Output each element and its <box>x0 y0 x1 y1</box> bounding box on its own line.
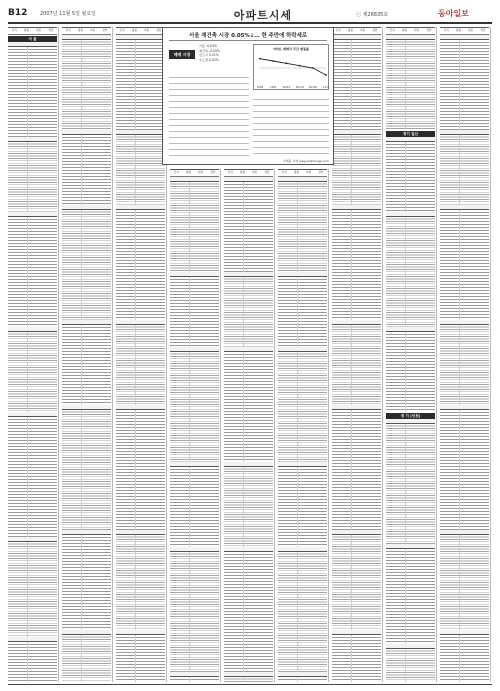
column-header-cell: 상한 <box>210 171 216 174</box>
listing-column <box>386 27 437 682</box>
column-header-cell: 단지 <box>281 171 287 174</box>
listing-column <box>278 169 329 682</box>
listing-column <box>440 27 491 682</box>
price-rows <box>116 325 165 405</box>
price-rows <box>386 332 435 412</box>
column-header <box>62 27 111 35</box>
price-rows <box>62 40 111 130</box>
price-rows <box>224 352 273 462</box>
price-rows <box>440 40 489 130</box>
price-change-chart <box>253 44 329 90</box>
column-header-cell: 하한 <box>198 171 204 174</box>
region-band: 경기 일산 <box>386 131 435 137</box>
column-header-cell: 하한 <box>90 29 96 32</box>
column-header-cell: 상한 <box>426 29 432 32</box>
rate-summary-item: 신도시 0.01% <box>199 53 219 58</box>
listing-column <box>170 169 221 682</box>
column-header-cell: 상한 <box>318 171 324 174</box>
price-rows <box>8 332 57 412</box>
column-header-cell: 단지 <box>11 29 17 32</box>
price-rows <box>386 424 435 544</box>
region-band: 경 기 (인천) <box>386 413 435 419</box>
column-header-cell: 평형 <box>131 29 137 32</box>
region-band: 서 울 <box>8 36 57 42</box>
article-byline: 이재윤 기자 jaeyun@donga.com <box>282 159 329 163</box>
price-rows <box>386 549 435 644</box>
headline-rule <box>169 40 327 41</box>
column-header <box>440 27 489 35</box>
price-rows <box>116 210 165 320</box>
column-header <box>116 27 165 35</box>
article-body-text <box>169 72 249 156</box>
price-rows <box>224 182 273 272</box>
column-header-cell: 평형 <box>401 29 407 32</box>
price-rows <box>116 535 165 630</box>
price-rows <box>170 182 219 272</box>
price-rows <box>62 635 111 682</box>
column-header <box>278 169 327 177</box>
column-header <box>224 169 273 177</box>
column-header-cell: 단지 <box>119 29 125 32</box>
section-title: 아파트시세 <box>233 9 293 22</box>
chart-point <box>312 67 314 69</box>
price-rows <box>278 182 327 272</box>
price-rows <box>170 552 219 672</box>
chart-point <box>272 60 274 62</box>
price-rows <box>332 535 381 630</box>
listing-column <box>224 169 275 682</box>
column-header-cell: 상한 <box>480 29 486 32</box>
listing-column <box>62 27 113 682</box>
price-rows <box>224 552 273 672</box>
article-headline: 서울 재건축 시장 0.05%↓… 한 주만에 하락세로 <box>189 33 307 39</box>
column-header-cell: 평형 <box>185 171 191 174</box>
column-header-cell: 평형 <box>77 29 83 32</box>
column-header-cell: 평형 <box>239 171 245 174</box>
price-rows <box>170 677 219 682</box>
price-rows <box>116 135 165 205</box>
column-header <box>332 27 381 35</box>
price-rows <box>440 635 489 682</box>
chart-title: 아파트 매매가 주간 변동률 <box>272 47 310 51</box>
listing-column <box>8 27 59 682</box>
article-body-text <box>253 94 329 158</box>
price-rows <box>278 552 327 672</box>
column-header-cell: 단지 <box>389 29 395 32</box>
issue-number: ⓒ 제26835호 <box>356 12 389 18</box>
rate-summary-item: 서울 -0.03% <box>199 44 217 48</box>
column-header-cell: 하한 <box>360 29 366 32</box>
column-header-cell: 단지 <box>227 171 233 174</box>
price-rows <box>8 217 57 327</box>
price-rows <box>386 649 435 682</box>
column-header-cell: 하한 <box>36 29 42 32</box>
price-rows <box>62 410 111 530</box>
column-header-cell: 평형 <box>455 29 461 32</box>
chart-tick-label: 10/19 <box>295 85 304 89</box>
price-rows <box>8 542 57 637</box>
price-rows <box>224 277 273 347</box>
price-rows <box>386 40 435 130</box>
column-header <box>386 27 435 35</box>
price-rows <box>116 635 165 682</box>
rate-summary-item: 재건축 -0.05% <box>199 48 220 53</box>
price-rows <box>332 40 381 130</box>
price-rows <box>278 677 327 682</box>
column-header-cell: 단지 <box>335 29 341 32</box>
column-header-cell: 단지 <box>443 29 449 32</box>
price-rows <box>116 40 165 130</box>
price-rows <box>224 467 273 547</box>
price-rows <box>8 642 57 682</box>
price-rows <box>8 417 57 537</box>
price-rows <box>332 635 381 682</box>
chart-point <box>286 62 288 64</box>
price-rows <box>8 47 57 137</box>
column-header-cell: 평형 <box>347 29 353 32</box>
chart-tick-label: 10/5 <box>270 85 277 89</box>
column-header-cell: 상한 <box>48 29 54 32</box>
rate-summary-item: 수도권 0.02% <box>199 57 219 62</box>
market-article <box>162 27 334 165</box>
chart-series-line <box>260 59 326 75</box>
chart-point <box>299 65 301 67</box>
column-header-cell: 상한 <box>264 171 270 174</box>
column-header-cell: 하한 <box>468 29 474 32</box>
price-rows <box>332 210 381 320</box>
column-header-cell: 상한 <box>102 29 108 32</box>
newspaper-logo: 동아일보 <box>438 9 469 18</box>
chart-svg <box>254 51 330 90</box>
price-rows <box>62 135 111 205</box>
column-header-cell: 하한 <box>252 171 258 174</box>
column-header-cell: 하한 <box>144 29 150 32</box>
price-rows <box>170 352 219 462</box>
column-header <box>170 169 219 177</box>
price-rows <box>62 535 111 630</box>
market-badge: 매매 시장 <box>169 50 195 59</box>
masthead <box>8 8 492 22</box>
price-rows <box>332 325 381 405</box>
column-header <box>8 27 57 35</box>
price-rows <box>278 277 327 347</box>
price-rows <box>62 210 111 320</box>
price-rows <box>8 142 57 212</box>
price-rows <box>170 467 219 547</box>
page-number: B12 <box>8 8 28 18</box>
masthead-rule <box>8 22 492 24</box>
page-bottom-rule <box>8 684 492 685</box>
chart-tick-label: 9/28 <box>256 85 264 89</box>
price-rows <box>62 325 111 405</box>
price-rows <box>278 352 327 462</box>
price-rows <box>116 410 165 530</box>
column-header-cell: 상한 <box>372 29 378 32</box>
listing-column <box>116 27 167 682</box>
column-header-cell: 상한 <box>156 29 162 32</box>
price-rows <box>224 677 273 682</box>
column-header-cell: 단지 <box>65 29 71 32</box>
price-rows <box>440 325 489 405</box>
price-rows <box>332 135 381 205</box>
price-rows <box>440 535 489 630</box>
price-rows <box>440 410 489 530</box>
column-header-cell: 하한 <box>306 171 312 174</box>
issue-date: 2007년 11월 5일 월요일 <box>40 11 97 17</box>
rate-summary <box>199 44 249 62</box>
column-header-cell: 평형 <box>293 171 299 174</box>
chart-tick-label: 11/2 <box>322 85 330 89</box>
price-rows <box>386 217 435 327</box>
price-rows <box>170 277 219 347</box>
chart-point <box>259 58 261 60</box>
chart-tick-label: 10/26 <box>308 85 317 89</box>
price-rows <box>278 467 327 547</box>
price-rows <box>440 135 489 205</box>
column-header-cell: 단지 <box>173 171 179 174</box>
price-rows <box>440 210 489 320</box>
listing-column <box>332 27 383 682</box>
price-rows <box>332 410 381 530</box>
chart-tick-label: 10/12 <box>282 85 291 89</box>
column-header-cell: 평형 <box>23 29 29 32</box>
price-rows <box>386 142 435 212</box>
column-header-cell: 하한 <box>414 29 420 32</box>
chart-point <box>325 74 327 76</box>
